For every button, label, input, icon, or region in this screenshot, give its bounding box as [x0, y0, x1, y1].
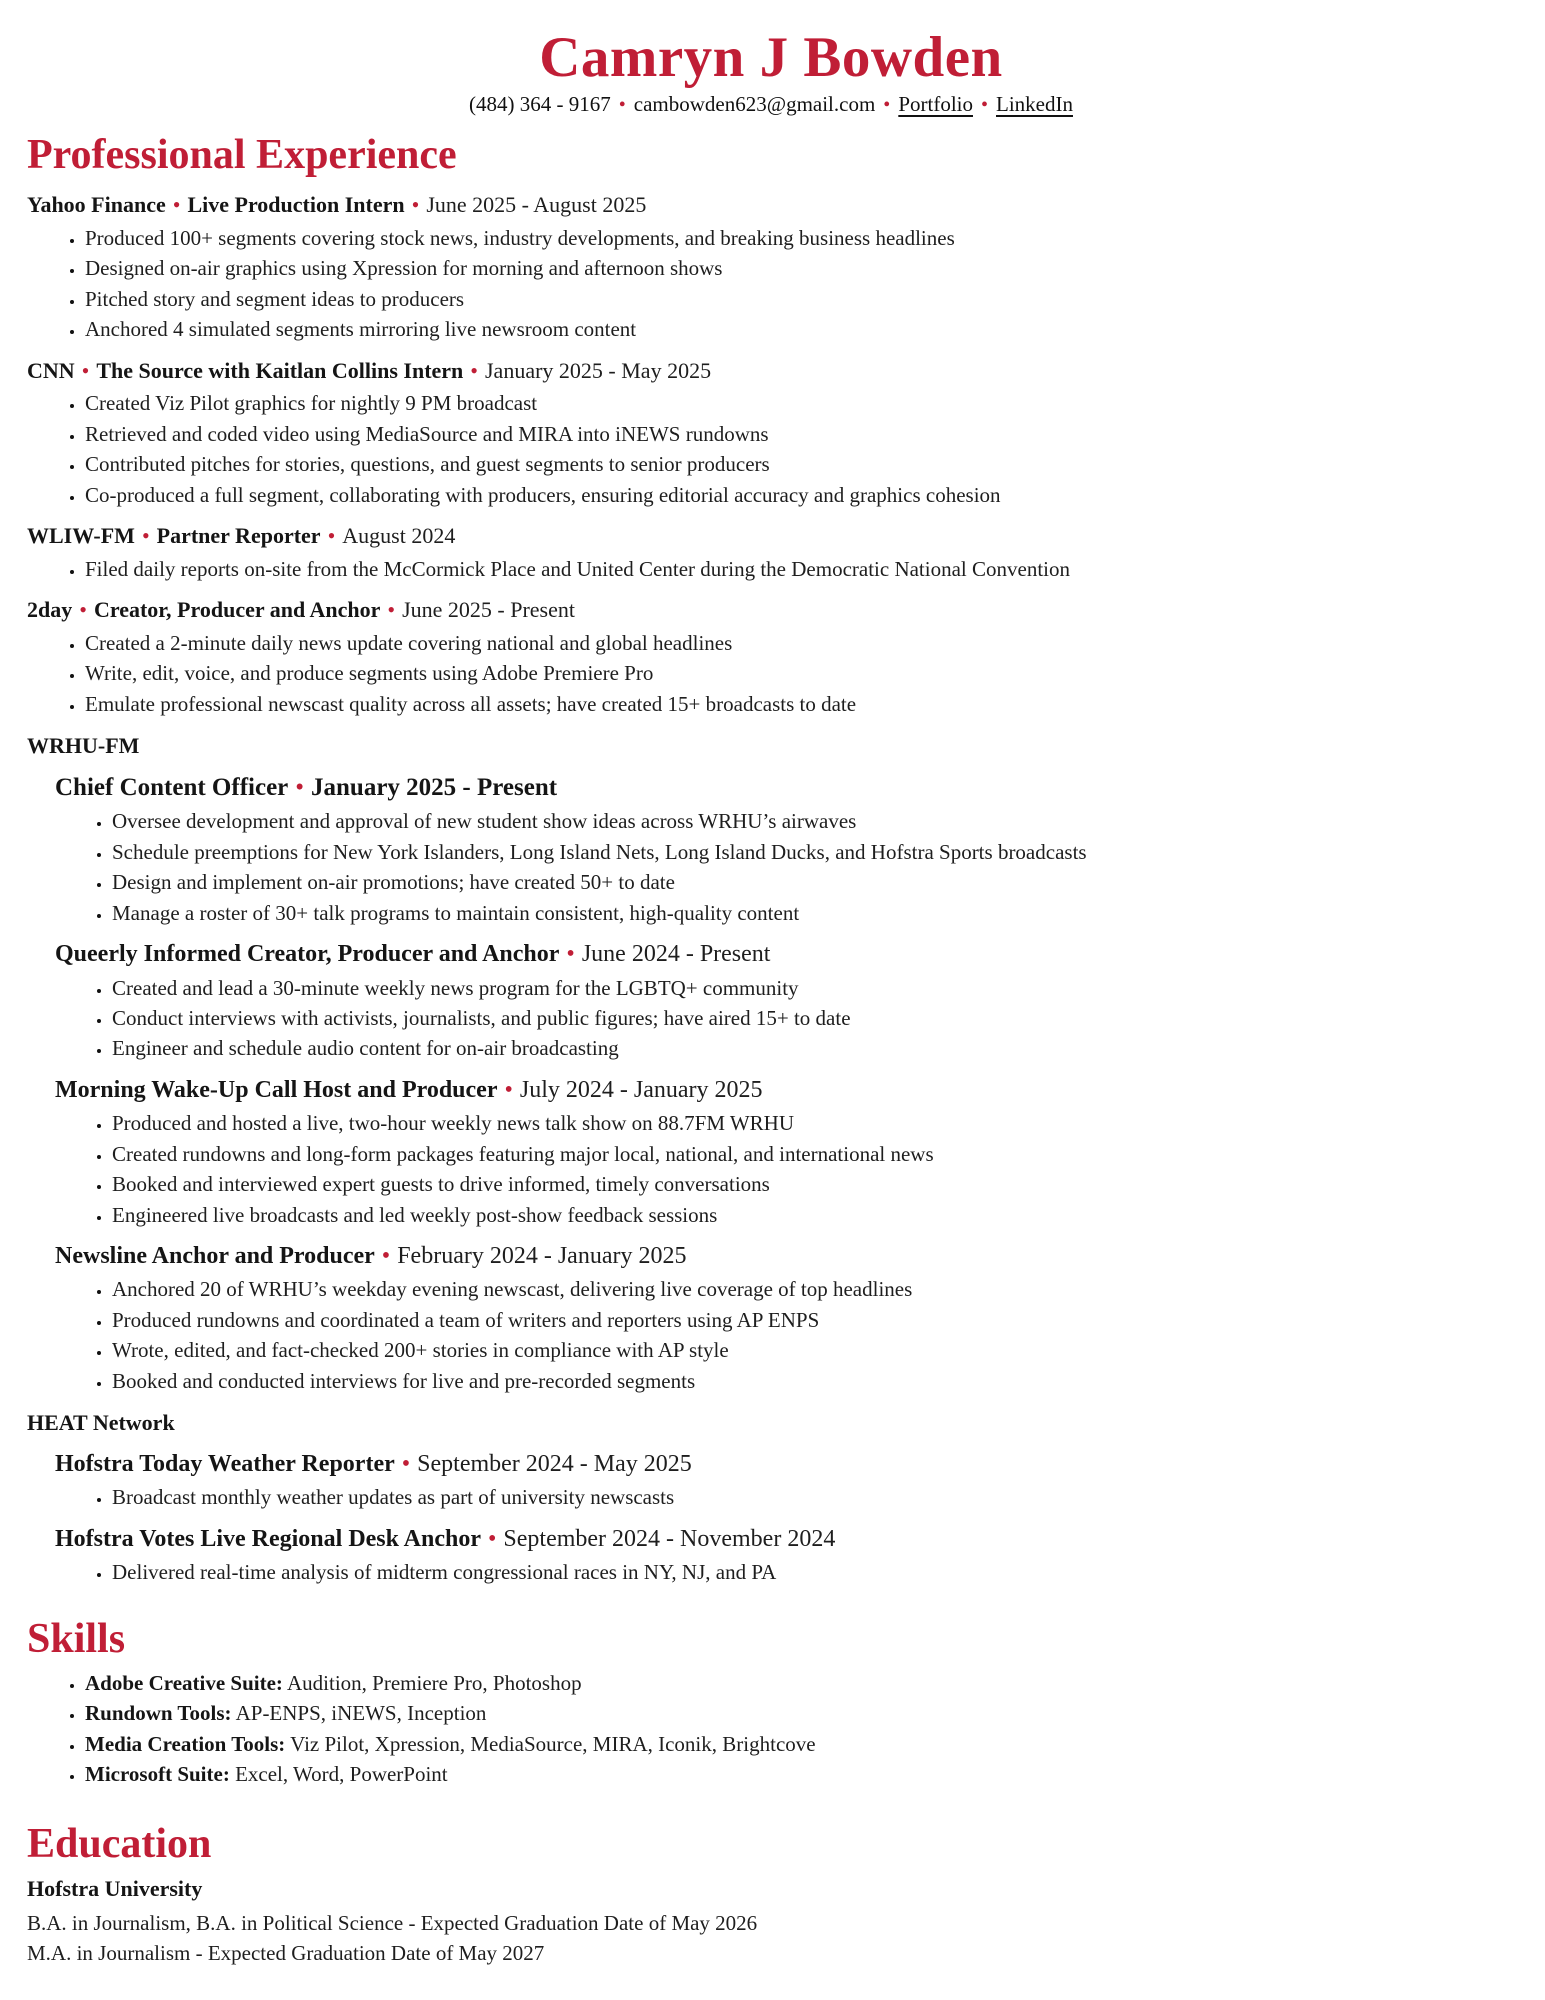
job-header: [27, 356, 1515, 386]
role-title: Newsline Anchor and Producer: [55, 1243, 375, 1270]
separator-dot: •: [504, 1076, 513, 1103]
role-dates: September 2024 - November 2024: [503, 1525, 836, 1552]
subrole-hofstra-today: [55, 1448, 1515, 1513]
separator-dot: •: [79, 597, 87, 623]
role-dates: January 2025 - May 2025: [485, 357, 712, 383]
education-section-title: Education: [27, 1820, 212, 1867]
bullet-list: [55, 1108, 1515, 1230]
role-title: Live Production Intern: [187, 192, 405, 218]
email-address: cambowden623@gmail.com: [633, 91, 876, 116]
role-dates: August 2024: [342, 523, 456, 548]
bullet-item: • Wrote, edited, and fact-checked 200+ stories in compliance with AP style: [112, 1335, 1515, 1365]
job-header: [55, 1523, 1515, 1555]
bullet-item: • Retrieved and coded video using MediaSource and MIRA into iNEWS rundowns: [85, 419, 1515, 449]
separator-dot: •: [401, 1450, 411, 1477]
role-title: Morning Wake-Up Call Host and Producer: [55, 1076, 498, 1103]
bullet-list: [55, 1557, 1515, 1587]
role-dates: July 2024 - January 2025: [519, 1076, 763, 1103]
bullet-item: • Co-produced a full segment, collaborating with producers, ensuring editorial accuracy and graphics cohesion: [85, 480, 1515, 510]
job-header: [27, 521, 1515, 551]
job-header: [55, 771, 1515, 805]
bullet-item: • Oversee development and approval of new student show ideas across WRHU’s airwaves: [112, 806, 1515, 836]
bullet-list: [55, 806, 1515, 928]
separator-dot: •: [411, 192, 420, 218]
job-entry-heat-network: [27, 1409, 1515, 1587]
subrole-hofstra-votes-live: [55, 1523, 1515, 1588]
skill-category-label: Microsoft Suite:: [85, 1762, 230, 1787]
bullet-item: • Created Viz Pilot graphics for nightly 9 PM broadcast: [85, 388, 1515, 418]
company-name: Yahoo Finance: [27, 192, 166, 218]
candidate-name: Camryn J Bowden: [539, 26, 1003, 89]
subrole-queerly-informed: [55, 938, 1515, 1064]
skill-item: [85, 1668, 1515, 1698]
role-dates: June 2025 - Present: [402, 597, 575, 623]
bullet-item: • Filed daily reports on-site from the McCormick Place and United Center during the Democratic National Convention: [85, 554, 1515, 584]
separator-dot: •: [488, 1525, 497, 1552]
separator-dot: •: [327, 523, 336, 548]
skill-category-label: Adobe Creative Suite:: [85, 1670, 283, 1695]
skill-values: Audition, Premiere Pro, Photoshop: [287, 1670, 582, 1695]
job-entry-2day: [27, 595, 1515, 719]
bullet-item: • Anchored 20 of WRHU’s weekday evening newscast, delivering live coverage of top headlines: [112, 1274, 1515, 1304]
role-title: Hofstra Today Weather Reporter: [55, 1450, 395, 1477]
separator-dot: •: [566, 941, 575, 968]
bullet-list: [55, 1274, 1515, 1396]
role-dates: June 2025 - August 2025: [426, 192, 647, 218]
role-title: Chief Content Officer: [55, 773, 289, 801]
school-name: Hofstra University: [27, 1875, 203, 1901]
role-title: The Source with Kaitlan Collins Intern: [96, 357, 464, 383]
role-dates: September 2024 - May 2025: [417, 1450, 692, 1477]
contact-line: [27, 92, 1515, 117]
separator-dot: •: [387, 597, 396, 623]
job-header: [55, 938, 1515, 970]
separator-dot: •: [470, 357, 478, 383]
separator-dot: •: [81, 357, 90, 383]
contact-separator-dot: •: [618, 93, 626, 116]
bullet-item: • Designed on-air graphics using Xpression for morning and afternoon shows: [85, 253, 1515, 283]
job-entry-yahoo-finance: [27, 190, 1515, 344]
role-title: Partner Reporter: [156, 523, 321, 548]
role-title: Creator, Producer and Anchor: [93, 597, 381, 623]
company-name: CNN: [27, 357, 75, 383]
job-entry-wrhu-fm: [27, 732, 1515, 1396]
role-dates: February 2024 - January 2025: [397, 1243, 687, 1270]
bullet-item: • Conduct interviews with activists, journalists, and public figures; have aired 15+ to date: [112, 1003, 1515, 1033]
skill-values: Viz Pilot, Xpression, MediaSource, MIRA, Iconik, Brightcove: [290, 1731, 816, 1756]
bullet-list: [27, 223, 1515, 345]
bullet-list: [55, 1482, 1515, 1512]
job-entry-wliw-fm: [27, 521, 1515, 584]
subrole-morning-wake-up-call: [55, 1074, 1515, 1230]
job-header: [55, 1074, 1515, 1106]
experience-section-title: Professional Experience: [27, 131, 457, 178]
bullet-item: • Manage a roster of 30+ talk programs to maintain consistent, high-quality content: [112, 898, 1515, 928]
bullet-item: • Created and lead a 30-minute weekly news program for the LGBTQ+ community: [112, 973, 1515, 1003]
separator-dot: •: [172, 192, 181, 218]
company-name: WRHU-FM: [27, 733, 140, 759]
bullet-list: [27, 388, 1515, 510]
contact-separator-dot: •: [883, 93, 891, 116]
phone-number: (484) 364 - 9167: [469, 91, 611, 116]
skills-section-title: Skills: [27, 1616, 126, 1663]
bullet-list: [27, 554, 1515, 584]
bullet-item: • Created a 2-minute daily news update covering national and global headlines: [85, 628, 1515, 658]
bullet-list: [55, 973, 1515, 1064]
skill-item: [85, 1759, 1515, 1789]
contact-separator-dot: •: [980, 93, 988, 116]
bullet-item: • Broadcast monthly weather updates as part of university newscasts: [112, 1482, 1515, 1512]
bullet-item: • Delivered real-time analysis of midterm congressional races in NY, NJ, and PA: [112, 1557, 1515, 1587]
bullet-item: • Engineer and schedule audio content for on-air broadcasting: [112, 1033, 1515, 1063]
role-title: Hofstra Votes Live Regional Desk Anchor: [55, 1525, 481, 1552]
job-header: [55, 1240, 1515, 1272]
bullet-item: • Contributed pitches for stories, questions, and guest segments to senior producers: [85, 449, 1515, 479]
company-name: WLIW-FM: [27, 523, 135, 548]
portfolio-link[interactable]: Portfolio: [898, 91, 973, 116]
job-entry-cnn: [27, 356, 1515, 510]
bullet-list: [27, 628, 1515, 719]
bullet-item: • Booked and interviewed expert guests to drive informed, timely conversations: [112, 1169, 1515, 1199]
skill-category-label: Media Creation Tools:: [85, 1731, 286, 1756]
separator-dot: •: [141, 523, 150, 548]
skills-list: [27, 1668, 1515, 1790]
skill-item: [85, 1729, 1515, 1759]
bullet-item: • Booked and conducted interviews for live and pre-recorded segments: [112, 1366, 1515, 1396]
bullet-item: • Produced rundowns and coordinated a team of writers and reporters using AP ENPS: [112, 1305, 1515, 1335]
role-dates: June 2024 - Present: [581, 941, 771, 968]
skill-values: AP-ENPS, iNEWS, Inception: [235, 1701, 487, 1726]
bullet-item: • Emulate professional newscast quality across all assets; have created 15+ broadcasts to date: [85, 689, 1515, 719]
subrole-chief-content-officer: [55, 771, 1515, 929]
bullet-item: • Created rundowns and long-form packages featuring major local, national, and international news: [112, 1139, 1515, 1169]
bullet-item: • Produced 100+ segments covering stock news, industry developments, and breaking business headlines: [85, 223, 1515, 253]
bullet-item: • Anchored 4 simulated segments mirroring live newsroom content: [85, 314, 1515, 344]
bullet-item: • Engineered live broadcasts and led weekly post-show feedback sessions: [112, 1200, 1515, 1230]
bullet-item: • Schedule preemptions for New York Islanders, Long Island Nets, Long Island Ducks, and Hofstra Sports broadcasts: [112, 837, 1515, 867]
bullet-item: • Design and implement on-air promotions; have created 50+ to date: [112, 867, 1515, 897]
role-title: Queerly Informed Creator, Producer and Anchor: [55, 941, 560, 968]
skill-item: [85, 1698, 1515, 1728]
degree-line: B.A. in Journalism, B.A. in Political Science - Expected Graduation Date of May 2026: [27, 1910, 758, 1935]
subrole-newsline: [55, 1240, 1515, 1396]
separator-dot: •: [381, 1243, 391, 1270]
linkedin-link[interactable]: LinkedIn: [996, 91, 1073, 116]
job-header: [27, 595, 1515, 625]
company-name: HEAT Network: [27, 1410, 175, 1436]
bullet-item: • Write, edit, voice, and produce segments using Adobe Premiere Pro: [85, 658, 1515, 688]
role-dates: January 2025 - Present: [311, 773, 558, 801]
skill-values: Excel, Word, PowerPoint: [235, 1762, 448, 1787]
company-name: 2day: [27, 597, 73, 623]
job-header: [55, 1448, 1515, 1480]
skill-category-label: Rundown Tools:: [85, 1701, 232, 1726]
degree-line: M.A. in Journalism - Expected Graduation Date of May 2027: [27, 1941, 545, 1966]
job-header: [27, 190, 1515, 220]
separator-dot: •: [295, 773, 305, 801]
bullet-item: • Pitched story and segment ideas to producers: [85, 284, 1515, 314]
bullet-item: • Produced and hosted a live, two-hour weekly news talk show on 88.7FM WRHU: [112, 1108, 1515, 1138]
